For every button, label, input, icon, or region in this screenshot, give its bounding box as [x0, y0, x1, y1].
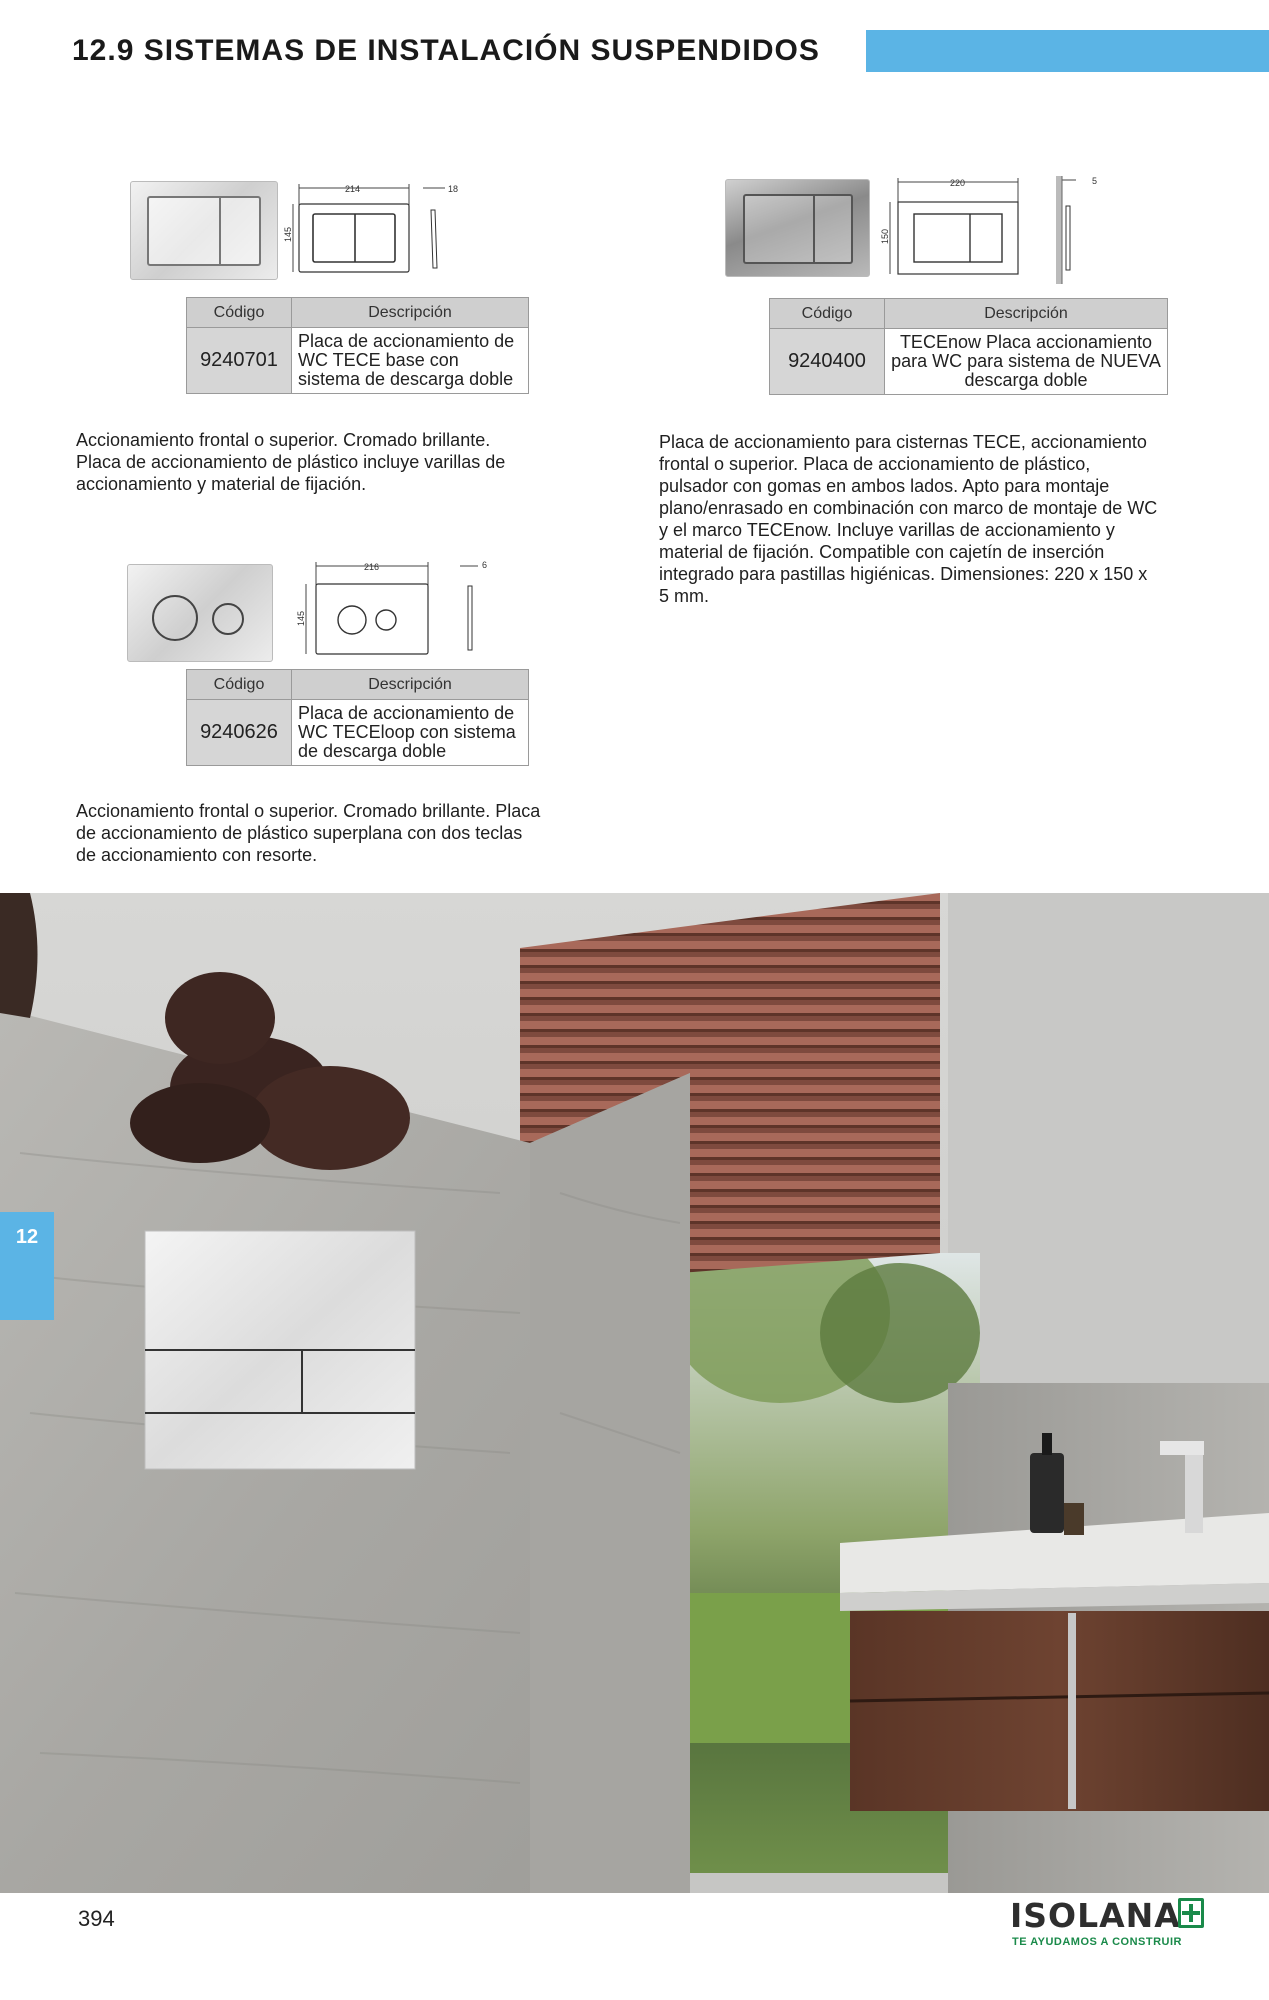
- product-table: [186, 297, 529, 394]
- logo-plus-icon: [1178, 1898, 1204, 1928]
- product-table: [769, 298, 1168, 395]
- dim-depth-label: 5: [1092, 176, 1098, 186]
- flush-plate-image: [130, 181, 278, 280]
- dim-height-label: 145: [283, 226, 293, 242]
- product-description: Placa de accionamiento de WC TECE base con sistema de descarga doble: [292, 328, 529, 394]
- bathroom-scene: [0, 893, 1269, 1893]
- description-header: Descripción: [292, 298, 529, 328]
- isolana-logo: [1010, 1896, 1210, 1946]
- dim-width-label: 216: [364, 562, 380, 572]
- product-code: 9240701: [187, 328, 292, 394]
- dim-depth-label: 18: [448, 184, 459, 194]
- product-description: Placa de accionamiento de WC TECEloop con sistema de descarga doble: [292, 700, 529, 766]
- dimension-drawing: [294, 558, 494, 668]
- flush-plate-image: [127, 564, 273, 662]
- product-table: [186, 669, 529, 766]
- title-accent-bar: [866, 30, 1269, 72]
- product-text: Placa de accionamiento para cisternas TECE, accionamiento frontal o superior. Placa de accionamiento de plástico, pulsador con gomas en ambos lados. Apto para montaje plano/enrasado en combinación con marco de montaje de WC y el marco TECEnow. Incluye varillas de accionamiento y material de fijación. Compatible con cajetín de inserción integrado para pastillas higiénicas. Dimensiones: 220 x 150 x 5 mm.: [659, 432, 1158, 606]
- product-description: TECEnow Placa accionamiento para WC para sistema de NUEVA descarga doble: [885, 329, 1168, 395]
- code-header: Código: [770, 299, 885, 329]
- wall-flush-plate: [145, 1231, 415, 1469]
- product-code: 9240626: [187, 700, 292, 766]
- dim-height-label: 145: [296, 610, 306, 626]
- code-header: Código: [187, 670, 292, 700]
- bathroom-photo: [0, 893, 1269, 1893]
- flush-plate-image: [725, 179, 870, 277]
- code-header: Código: [187, 298, 292, 328]
- page-number: 394: [78, 1906, 115, 1931]
- dimension-drawing: [285, 180, 475, 280]
- dim-width-label: 220: [950, 178, 966, 188]
- dim-width-label: 214: [345, 184, 361, 194]
- dim-depth-label: 6: [482, 560, 488, 570]
- logo-tagline: TE AYUDAMOS A CONSTRUIR: [1012, 1936, 1182, 1948]
- logo-wordmark: ISOLANA: [1010, 1896, 1181, 1935]
- product-code: 9240400: [770, 329, 885, 395]
- product-text: Accionamiento frontal o superior. Cromado brillante. Placa de accionamiento de plástico incluye varillas de accionamiento y material de fijación.: [76, 430, 506, 494]
- description-header: Descripción: [292, 670, 529, 700]
- dim-height-label: 150: [880, 228, 890, 244]
- description-header: Descripción: [885, 299, 1168, 329]
- product-text: Accionamiento frontal o superior. Cromado brillante. Placa de accionamiento de plástico superplana con dos teclas de accionamiento con resorte.: [76, 801, 541, 865]
- page-title: 12.9 SISTEMAS DE INSTALACIÓN SUSPENDIDOS: [72, 34, 820, 67]
- chapter-number: 12: [15, 1226, 39, 1248]
- dimension-drawing: [880, 172, 1105, 287]
- chapter-tab: [0, 1212, 54, 1320]
